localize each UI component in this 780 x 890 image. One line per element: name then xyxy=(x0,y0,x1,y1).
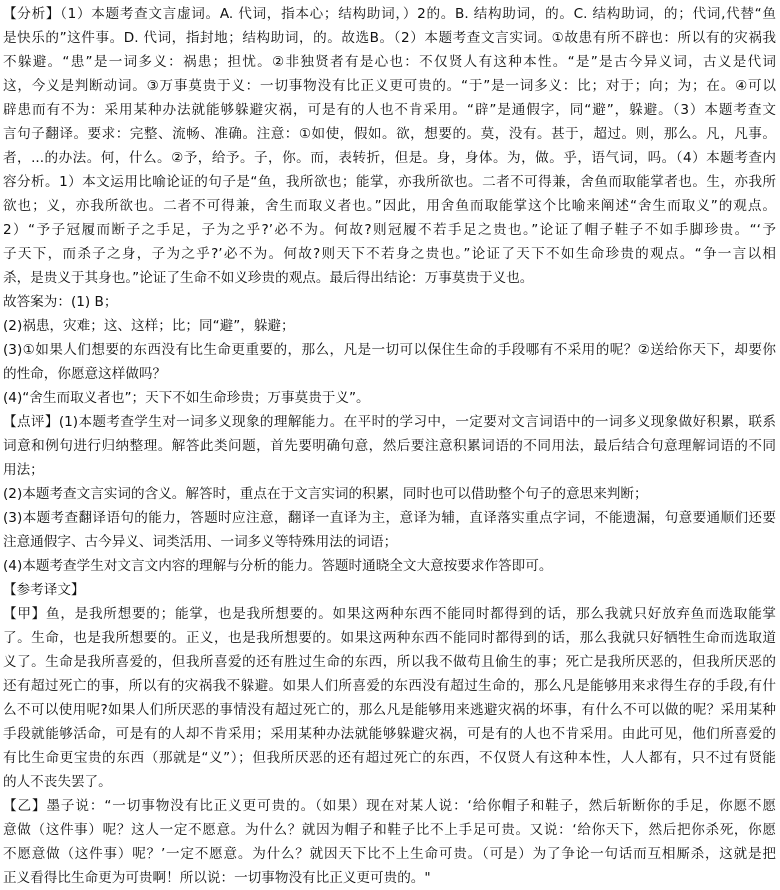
text-line: (3)本题考查翻译语句的能力，答题时应注意，翻译一直译为主，意译为辅，直译落实重点字词，不能遗漏，句意要通顺们还要 xyxy=(3,510,776,526)
text-line: 义了。生命是我所喜爱的，但我所喜爱的还有胜过生命的东西，所以我不做苟且偷生的事；死亡是我所厌恶的，但我所厌恶的 xyxy=(3,654,776,670)
text-line: 辟患而有不为：采用某种办法就能够躲避灾祸，可是有的人也不肯采用。“辟”是通假字，同“避”，躲避。（3）本题考查文 xyxy=(3,102,776,118)
text-line: 容分析。1）本文运用比喻论证的句子是“鱼，我所欲也；能掌，亦我所欲也。二者不可得兼，舍鱼而取能掌者也。生，亦我所 xyxy=(3,174,776,190)
translation-section xyxy=(0,578,780,890)
translation-yi xyxy=(0,794,780,890)
text-line: 是快乐的”这件事。D. 代词，指封地；结构助词，的。故选B。（2）本题考查文言实词。①故患有所不辟也：所以有的灾祸我 xyxy=(3,30,776,46)
text-line: (3)①如果人们想要的东西没有比生命更重要的，那么，凡是一切可以保住生命的手段哪有不采用的呢？②送给你天下，却要你 xyxy=(3,342,776,358)
text-line: 注意通假字、古今异义、词类活用、一词多义等特殊用法的词语； xyxy=(3,534,398,550)
text-line: 正义看得比生命更为可贵啊！所以说：一切事物没有比正义更可贵的。" xyxy=(3,870,431,886)
text-line: 的性命，你愿意这样做吗？ xyxy=(3,366,167,382)
text-line: (2)本题考查文言实词的含义。解答时，重点在于文言实词的积累，同时也可以借助整个句子的意思来判断； xyxy=(3,486,648,502)
text-line: (2)祸患，灾难；这、这样；比；同“避”，躲避； xyxy=(3,318,295,334)
answer-document xyxy=(0,2,780,890)
text-line: 【乙】墨子说：“一切事物没有比正义更可贵的。（如果）现在对某人说：‘给你帽子和鞋子，然后斩断你的手足，你愿不愿 xyxy=(3,798,776,814)
text-line: 2）“予子冠履而断子之手足，子为之乎?’必不为。何故?则冠履不若手足之贵也。”论证了帽子鞋子不如手脚珍贵。“‘予 xyxy=(3,222,776,238)
text-line: 杀，是贵义于其身也。”论证了生命不如义珍贵的观点。最后得出结论：万事莫贵于义也。 xyxy=(3,270,534,286)
text-line: 意做（这件事）呢？这人一定不愿意。为什么？就因为帽子和鞋子比不上手足可贵。又说：‘给你天下，然后把你杀死，你愿 xyxy=(3,822,776,838)
text-line: 手段就能够活命，可是有的人却不肯采用；采用某种办法就能够躲避灾祸，可是有的人也不肯采用。由此可见，他们所喜爱的 xyxy=(3,726,776,742)
text-line: 有比生命更宝贵的东西（那就是“义”）；但我所厌恶的还有超过死亡的东西，不仅贤人有这种本性，人人都有，只不过有贤能 xyxy=(3,750,776,766)
comment-section xyxy=(0,410,780,578)
text-line: 子天下，而杀子之身，子为之乎?’必不为。何故?则天下不若身之贵也。”论证了天下不如生命珍贵的观点。“争一言以相 xyxy=(3,246,776,262)
text-line: (4)“舍生而取义者也”；天下不如生命珍贵；万事莫贵于义”。 xyxy=(3,390,370,406)
text-line: 【点评】(1)本题考查学生对一词多义现象的理解能力。在平时的学习中，一定要对文言词语中的一词多义现象做好积累，联系 xyxy=(3,414,776,430)
text-line: 【分析】（1）本题考查文言虚词。A. 代词，指本心；结构助词，）2的。B. 结构助词，的。C. 结构助词，的；代词,代替“鱼 xyxy=(3,6,776,22)
answers-section xyxy=(0,290,780,410)
text-line: 么不可以使用呢?如果人们所厌恶的事情没有超过死亡的，那么凡是能够用来逃避灾祸的坏事，有什么不可以做的呢？采用某种 xyxy=(3,702,776,718)
analysis-section xyxy=(0,2,780,290)
text-line: 言句子翻译。要求：完整、流畅、准确。注意：①如使，假如。欲，想要的。莫，没有。甚于，超过。则，那么。凡，凡事。 xyxy=(3,126,776,142)
text-line: 词意和例句进行归纳整理。解答此类问题，首先要明确句意，然后要注意积累词语的不同用法，最后结合句意理解词语的不同 xyxy=(3,438,776,454)
translation-heading: 【参考译文】 xyxy=(3,582,85,598)
text-line: 还有超过死亡的事，所以有的灾祸我不躲避。如果人们所喜爱的东西没有超过生命的，那么凡是能够用来求得生存的手段,有什 xyxy=(3,678,776,694)
text-line: 故答案为：(1) B； xyxy=(3,294,118,310)
text-line: (4)本题考查学生对文言文内容的理解与分析的能力。答题时通晓全文大意按要求作答即可。 xyxy=(3,558,553,574)
text-line: 的人不丧失罢了。 xyxy=(3,774,112,790)
text-line: 用法； xyxy=(3,462,44,478)
text-line: 了。生命，也是我所想要的。正义，也是我所想要的。如果这两种东西不能同时都得到的话，那么我就只好牺牲生命而选取道 xyxy=(3,630,776,646)
text-line: 不躲避。“患”是一词多义：祸患；担忧。②非独贤者有是心也：不仅贤人有这种本性。“是”是古今异义词，古义是代词 xyxy=(3,54,776,70)
text-line: 者，...的办法。何，什么。②予，给予。子，你。而，表转折，但是。身，身体。为，做。乎，语气词，吗。（4）本题考查内 xyxy=(3,150,776,166)
text-line: 不愿意做（这件事）呢？’一定不愿意。为什么？就因天下比不上生命可贵。（可是）为了争论一句话而互相厮杀，这就是把 xyxy=(3,846,776,862)
text-line: 欲也；义，亦我所欲也。二者不可得兼，舍生而取义者也。”因此，用舍鱼而取能掌这个比喻来阐述“舍生而取义”的观点。 xyxy=(3,198,776,214)
text-line: 【甲】鱼，是我所想要的；能掌，也是我所想要的。如果这两种东西不能同时都得到的话，那么我就只好放弃鱼而选取能掌 xyxy=(3,606,776,622)
translation-jia xyxy=(0,602,780,794)
text-line: 这，今义是判断动词。③万事莫贵于义：一切事物没有比正义更可贵的。“于”是一词多义：比；对于；向；为；在。④可以 xyxy=(3,78,776,94)
